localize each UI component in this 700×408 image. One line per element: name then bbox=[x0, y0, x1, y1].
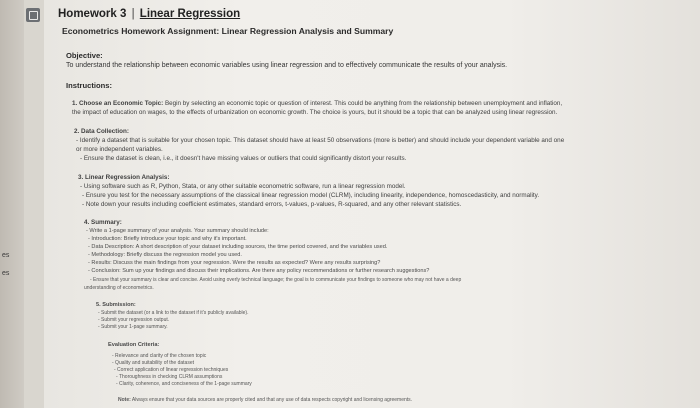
assignment-subtitle: Econometrics Homework Assignment: Linear Regression Analysis and Summary bbox=[62, 26, 394, 36]
evaluation-item: - Clarity, coherence, and conciseness of the 1-page summary bbox=[116, 381, 252, 387]
step2-line: or more independent variables. bbox=[76, 146, 163, 153]
evaluation-heading: Evaluation Criteria: bbox=[108, 342, 160, 348]
step4-title: 4. Summary: bbox=[84, 219, 122, 226]
step4-line: - Methodology: Briefly discuss the regression model you used. bbox=[88, 252, 242, 258]
step5-title: 5. Submission: bbox=[96, 302, 136, 308]
evaluation-item: - Correct application of linear regression techniques bbox=[114, 367, 229, 373]
step3-line: - Using software such as R, Python, Stata, or any other suitable econometric software, run a linear regression model. bbox=[80, 183, 406, 190]
step5-line: - Submit your 1-page summary. bbox=[98, 324, 168, 330]
step1-line: 1. Choose an Economic Topic: Begin by selecting an economic topic or question of interest. This could be anything from the relationship between unemployment and inflation, bbox=[72, 100, 563, 107]
title-separator: | bbox=[131, 8, 135, 20]
objective-text: To understand the relationship between economic variables using linear regression and to effectively communicate the results of your analysis. bbox=[66, 62, 508, 69]
step5-line: - Submit the dataset (or a link to the dataset if it's publicly available). bbox=[98, 310, 249, 316]
objective-heading: Objective: bbox=[66, 51, 103, 60]
step3-line: - Note down your results including coefficient estimates, standard errors, t-values, p-values, R-squared, and any other relevant statistics. bbox=[82, 201, 462, 208]
document-icon[interactable] bbox=[26, 8, 40, 22]
left-rail bbox=[0, 0, 24, 408]
step4-line: - Ensure that your summary is clear and concise. Avoid using overly technical language; the goal is to communicate your findings to someone who may not have a deep bbox=[90, 277, 462, 283]
step2-title: 2. Data Collection: bbox=[74, 128, 129, 135]
step2-line: - Ensure the dataset is clean, i.e., it doesn't have missing values or outliers that could significantly distort your results. bbox=[80, 155, 407, 162]
step4-line: - Results: Discuss the main findings from your regression. Were the results as expected? Were any results surprising? bbox=[88, 260, 381, 266]
step3-line: - Ensure you test for the necessary assumptions of the classical linear regression model (CLRM), including linearity, independence, homoscedasticity, and normality. bbox=[82, 192, 540, 199]
step4-line: - Data Description: A short description of your dataset including sources, the time period covered, and the variables used. bbox=[88, 244, 388, 250]
step5-line: - Submit your regression output. bbox=[98, 317, 170, 323]
title-link[interactable]: Linear Regression bbox=[139, 8, 241, 20]
evaluation-item: - Relevance and clarity of the chosen topic bbox=[112, 353, 207, 359]
step4-line: - Conclusion: Sum up your findings and discuss their implications. Are there any policy recommendations or further research suggestions? bbox=[88, 268, 430, 274]
page-title bbox=[58, 9, 240, 21]
instructions-heading: Instructions: bbox=[66, 81, 112, 90]
step4-line: - Introduction: Briefly introduce your topic and why it's important. bbox=[88, 236, 247, 242]
step3-title: 3. Linear Regression Analysis: bbox=[78, 174, 170, 181]
rail-label: es bbox=[2, 270, 10, 277]
rail-label: es bbox=[2, 252, 10, 259]
evaluation-item: - Quality and suitability of the dataset bbox=[112, 360, 194, 366]
document-page bbox=[44, 0, 700, 408]
evaluation-item: - Thoroughness in checking CLRM assumptions bbox=[116, 374, 223, 380]
step1-line: the impact of education on wages, to the effects of urbanization on economic growth. The choice is yours, but it should be a topic that can be analyzed using linear regression. bbox=[72, 109, 558, 116]
step2-line: - Identify a dataset that is suitable for your chosen topic. This dataset should have at least 50 observations (more is better) and should include your dependent variable and one bbox=[76, 137, 565, 144]
step4-line: - Write a 1-page summary of your analysis. Your summary should include: bbox=[86, 228, 269, 234]
note-line: Note: Always ensure that your data sources are properly cited and that any use of data respects copyright and licensing agreements. bbox=[118, 397, 413, 403]
step4-line: understanding of econometrics. bbox=[84, 285, 154, 291]
title-prefix: Homework 3 bbox=[58, 8, 127, 20]
